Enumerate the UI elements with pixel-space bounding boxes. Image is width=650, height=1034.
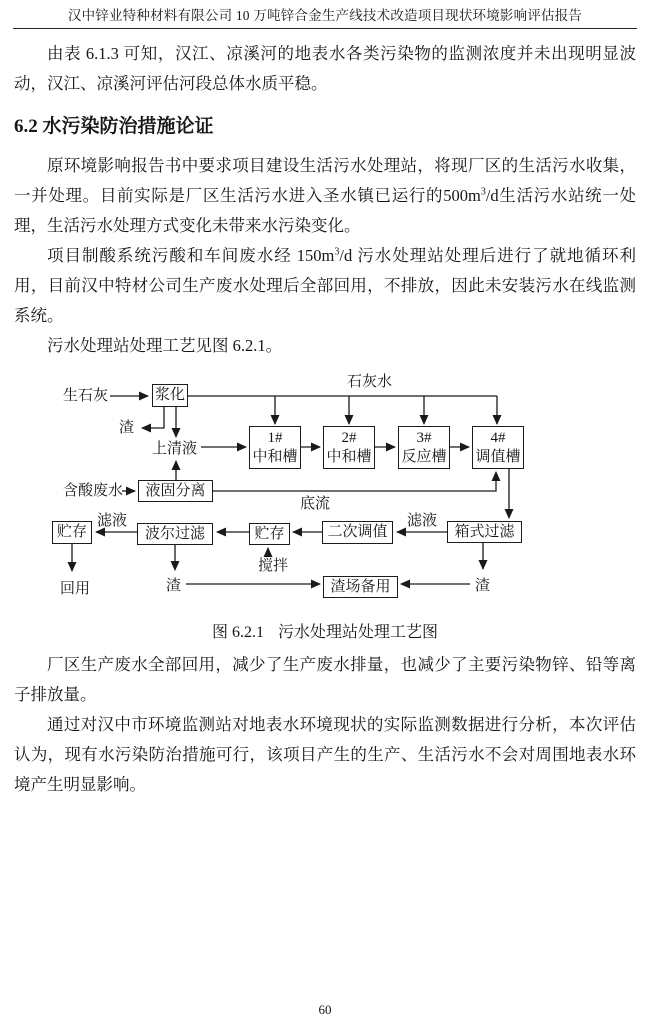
label-slag-top: 渣 bbox=[119, 420, 135, 436]
process-box-secondary-adjust bbox=[322, 521, 393, 544]
label-supernatant: 上清液 bbox=[152, 441, 198, 457]
superscript-cubic: 3 bbox=[334, 246, 340, 258]
label-filtrate-left: 滤液 bbox=[97, 513, 128, 529]
label-slag-bottom-right: 渣 bbox=[475, 578, 491, 594]
label-acid-wastewater: 含酸废水 bbox=[63, 483, 124, 499]
tank1-number: 1# bbox=[267, 429, 283, 446]
tank3-name: 反应槽 bbox=[401, 448, 447, 465]
page-header-title: 汉中锌业特种材料有限公司 10 万吨锌合金生产线技术改造项目现状环境影响评估报告 bbox=[67, 8, 583, 23]
process-box-tank3 bbox=[398, 426, 450, 469]
paragraph-reuse-benefit: 厂区生产废水全部回用，减少了生产废水排量，也减少了主要污染物锌、铅等离子排放量。 bbox=[14, 655, 636, 704]
paragraph-conclusion: 通过对汉中市环境监测站对地表水环境现状的实际监测数据进行分析，本次评估认为，现有水污染防治措施可行，该项目产生的生产、生活污水不会对周围地表水环境产生明显影响。 bbox=[14, 715, 636, 794]
process-box-tank1 bbox=[249, 426, 301, 469]
document-body bbox=[14, 39, 636, 800]
process-box-storage-right bbox=[249, 523, 290, 545]
paragraph-acid-wastewater-part1: 项目制酸系统污酸和车间废水经 150m bbox=[47, 246, 335, 265]
label-slag-bottom-left: 渣 bbox=[166, 578, 182, 594]
figure-caption bbox=[14, 623, 636, 643]
separation-label: 液固分离 bbox=[145, 482, 206, 499]
slag-yard-label: 渣场备用 bbox=[330, 578, 391, 595]
tank4-name: 调值槽 bbox=[475, 448, 521, 465]
tank2-number: 2# bbox=[341, 429, 357, 446]
boer-filter-label: 波尔过滤 bbox=[144, 525, 205, 542]
figure-caption-title: 污水处理站处理工艺图 bbox=[278, 624, 439, 641]
tank4-number: 4# bbox=[490, 429, 506, 446]
process-box-solid-liquid-separation bbox=[138, 480, 213, 502]
tank3-number: 3# bbox=[416, 429, 432, 446]
superscript-cubic: 3 bbox=[480, 186, 486, 198]
process-box-box-filter bbox=[447, 521, 522, 543]
paragraph-acid-wastewater-part2: /d 污水处理站处理后进行了就地循环利用，目前汉中特材公司生产废水处理后全部回用，不排放，因此未安装污水在线监测系统。 bbox=[14, 246, 636, 325]
page-number: 60 bbox=[318, 1002, 332, 1017]
arrow-slurry-to-slag bbox=[142, 407, 164, 428]
process-box-boer-filter bbox=[137, 523, 213, 545]
page-header bbox=[13, 0, 637, 29]
secondary-adjust-label: 二次调值 bbox=[327, 524, 388, 541]
section-heading-6-2: 6.2 水污染防治措施论证 bbox=[14, 116, 214, 137]
tank1-name: 中和槽 bbox=[252, 448, 298, 465]
label-underflow: 底流 bbox=[300, 496, 331, 512]
process-box-tank4 bbox=[472, 426, 524, 469]
process-box-tank2 bbox=[323, 426, 375, 469]
label-filtrate-right: 滤液 bbox=[407, 513, 438, 529]
process-box-slag-yard bbox=[323, 576, 398, 598]
label-quicklime: 生石灰 bbox=[63, 388, 109, 404]
storage-right-label: 贮存 bbox=[254, 525, 285, 542]
process-box-slurry bbox=[152, 384, 188, 407]
label-stirring: 搅拌 bbox=[258, 558, 289, 574]
process-box-slurry-label: 浆化 bbox=[154, 387, 185, 404]
paragraph-domestic-sewage-part2: /d生活污水站统一处理，生活污水处理方式变化未带来水污染变化。 bbox=[14, 186, 636, 235]
label-reuse: 回用 bbox=[60, 581, 91, 597]
arrow-underflow-to-tank4 bbox=[213, 472, 496, 491]
process-box-storage-left bbox=[52, 521, 92, 544]
storage-left-label: 贮存 bbox=[56, 524, 87, 541]
paragraph-figure-reference: 污水处理站处理工艺见图 6.2.1。 bbox=[47, 336, 283, 355]
process-flow-diagram bbox=[0, 371, 650, 617]
paragraph-domestic-sewage bbox=[14, 151, 636, 241]
paragraph-domestic-sewage-part1: 原环境影响报告书中要求项目建设生活污水处理站，将现厂区的生活污水收集，一并处理。目前实际是厂区生活污水进入圣水镇已运行的500m bbox=[14, 156, 636, 205]
box-filter-label: 箱式过滤 bbox=[454, 523, 515, 540]
tank2-name: 中和槽 bbox=[326, 448, 372, 465]
paragraph-surface-water-summary: 由表 6.1.3 可知，汉江、凉溪河的地表水各类污染物的监测浓度并未出现明显波动，汉江、凉溪河评估河段总体水质平稳。 bbox=[14, 44, 636, 93]
figure-caption-label: 图 6.2.1 bbox=[211, 624, 264, 641]
paragraph-acid-wastewater bbox=[14, 241, 636, 331]
label-lime-water: 石灰水 bbox=[347, 374, 393, 390]
